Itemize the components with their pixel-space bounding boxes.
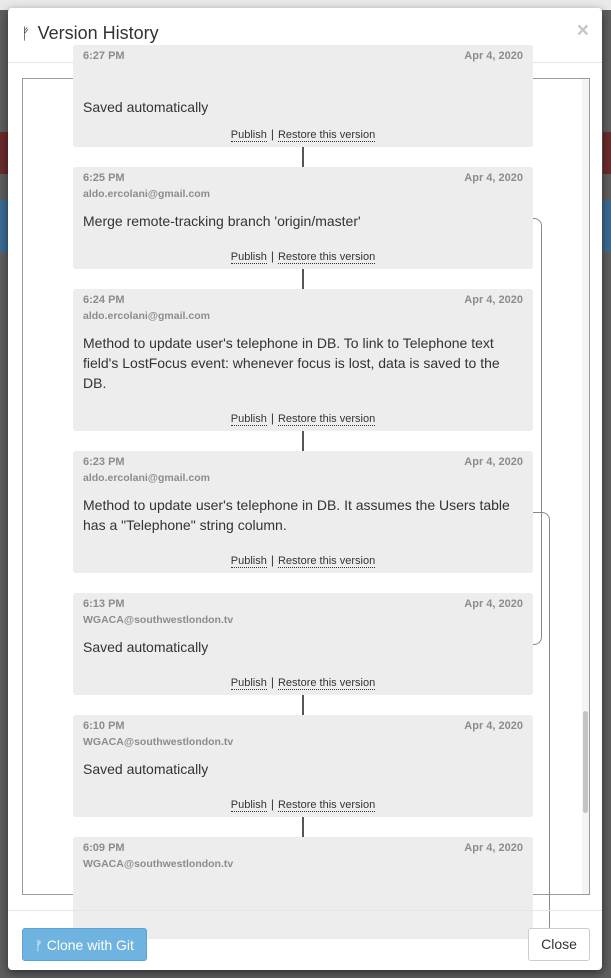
restore-version-link[interactable]: Restore this version: [277, 677, 376, 689]
background-fragment: [0, 132, 8, 174]
restore-version-link[interactable]: Restore this version: [277, 555, 376, 567]
clone-with-git-button[interactable]: [22, 928, 147, 961]
version-author: aldo.ercolani@gmail.com: [83, 188, 210, 200]
publish-link[interactable]: Publish: [230, 413, 267, 425]
version-date: Apr 4, 2020: [464, 598, 523, 610]
version-time: 6:10 PM: [83, 720, 125, 732]
version-time: 6:25 PM: [83, 172, 125, 184]
action-separator: |: [270, 553, 274, 567]
action-separator: |: [270, 127, 274, 141]
restore-version-link[interactable]: Restore this version: [277, 129, 376, 141]
scrollbar-thumb[interactable]: [583, 711, 588, 813]
version-card: [73, 167, 533, 269]
modal-title-text: Version History: [37, 23, 159, 43]
version-message: Saved automatically: [83, 639, 209, 655]
timeline-connector: [302, 817, 304, 837]
version-card: [73, 593, 533, 695]
modal-footer: [8, 910, 602, 971]
timeline-connector: [302, 695, 304, 715]
publish-link[interactable]: Publish: [230, 251, 267, 263]
version-date: Apr 4, 2020: [464, 720, 523, 732]
background-fragment: [603, 200, 611, 252]
version-history-modal: [8, 8, 602, 970]
version-message: Method to update user's telephone in DB. To link to Telephone text field's LostFocus event: whenever focus is lost, data is saved to the DB.: [83, 335, 500, 391]
version-author: aldo.ercolani@gmail.com: [83, 310, 210, 322]
version-date: Apr 4, 2020: [464, 50, 523, 62]
version-date: Apr 4, 2020: [464, 294, 523, 306]
publish-link[interactable]: Publish: [230, 129, 267, 141]
branch-line: [533, 512, 550, 934]
branch-icon: ᚠ: [35, 939, 43, 954]
version-message: Saved automatically: [83, 99, 209, 115]
timeline-connector: [302, 431, 304, 451]
version-date: Apr 4, 2020: [464, 456, 523, 468]
version-time: 6:24 PM: [83, 294, 125, 306]
action-separator: |: [270, 797, 274, 811]
close-button[interactable]: Close: [528, 928, 590, 961]
version-list[interactable]: [22, 50, 590, 895]
clone-with-git-label: Clone with Git: [46, 937, 134, 953]
close-icon[interactable]: ×: [576, 19, 589, 42]
version-card: [73, 451, 533, 573]
version-date: Apr 4, 2020: [464, 172, 523, 184]
version-actions: [73, 127, 533, 141]
modal-title: [21, 23, 159, 44]
action-separator: |: [270, 249, 274, 263]
version-author: WGACA@southwestlondon.tv: [83, 858, 234, 870]
version-actions: [73, 797, 533, 811]
publish-link[interactable]: Publish: [230, 799, 267, 811]
version-author: WGACA@southwestlondon.tv: [83, 614, 234, 626]
version-message: Method to update user's telephone in DB. It assumes the Users table has a "Telephone" string column.: [83, 497, 510, 533]
timeline-connector: [302, 147, 304, 167]
version-card: [73, 289, 533, 431]
version-message: Merge remote-tracking branch 'origin/master': [83, 213, 361, 229]
scrollbar[interactable]: [582, 79, 589, 894]
restore-version-link[interactable]: Restore this version: [277, 799, 376, 811]
version-actions: [73, 675, 533, 689]
version-card: [73, 45, 533, 147]
version-time: 6:23 PM: [83, 456, 125, 468]
version-author: aldo.ercolani@gmail.com: [83, 472, 210, 484]
timeline-connector: [302, 269, 304, 289]
restore-version-link[interactable]: Restore this version: [277, 251, 376, 263]
version-time: 6:27 PM: [83, 50, 125, 62]
action-separator: |: [270, 675, 274, 689]
version-time: 6:13 PM: [83, 598, 125, 610]
version-time: 6:09 PM: [83, 842, 125, 854]
version-card: [73, 715, 533, 817]
background-fragment: [0, 200, 8, 252]
version-author: WGACA@southwestlondon.tv: [83, 736, 234, 748]
restore-version-link[interactable]: Restore this version: [277, 413, 376, 425]
version-message: Saved automatically: [83, 761, 209, 777]
publish-link[interactable]: Publish: [230, 555, 267, 567]
version-date: Apr 4, 2020: [464, 842, 523, 854]
version-actions: [73, 553, 533, 567]
version-actions: [73, 411, 533, 425]
background-fragment: [603, 132, 611, 174]
action-separator: |: [270, 411, 274, 425]
version-actions: [73, 249, 533, 263]
branch-icon: ᚠ: [21, 24, 31, 43]
publish-link[interactable]: Publish: [230, 677, 267, 689]
